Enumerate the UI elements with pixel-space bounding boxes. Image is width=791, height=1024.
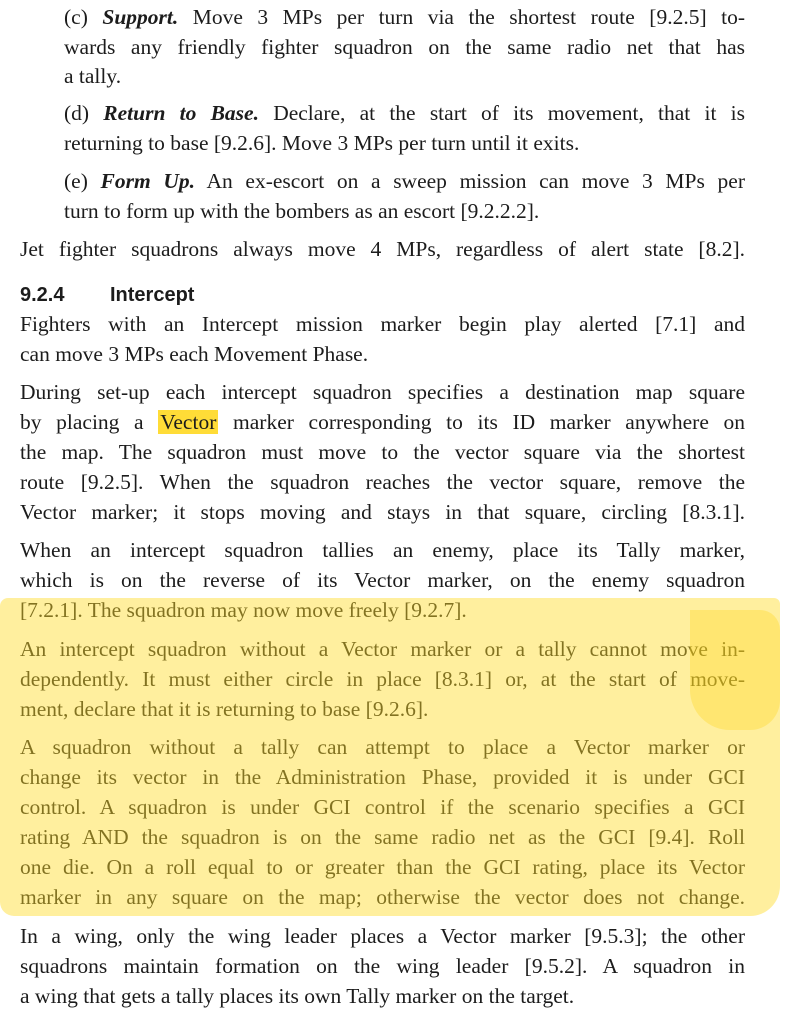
p5-line-1: A squadron without a tally can attempt to place a Vector marker or	[20, 735, 745, 759]
p3-line-1: When an intercept squadron tallies an enemy, place its Tally marker,	[20, 538, 745, 562]
p2-line-5: Vector marker; it stops moving and stays in that square, circling [8.3.1].	[20, 500, 745, 524]
section-number: 9.2.4	[20, 284, 65, 306]
highlighted-word-vector: Vector	[160, 410, 217, 434]
p4-line-2: dependently. It must either circle in place [8.3.1] or, at the start of move-	[20, 667, 745, 691]
p5-line-3: control. A squadron is under GCI control if the scenario specifies a GCI	[20, 795, 745, 819]
p5-line-5: one die. On a roll equal to or greater than the GCI rating, place its Vector	[20, 855, 745, 879]
p4-line-1: An intercept squadron without a Vector marker or a tally cannot move in-	[20, 637, 745, 661]
p1-line-1: Fighters with an Intercept mission marker begin play alerted [7.1] and	[20, 312, 745, 336]
p2-line-2: by placing a Vector marker corresponding to its ID marker anywhere on	[20, 410, 746, 434]
subitem-d-line-2: returning to base [9.2.6]. Move 3 MPs per turn until it exits.	[64, 131, 580, 155]
p6-line-3: a wing that gets a tally places its own Tally marker on the target.	[20, 984, 575, 1008]
p1-line-2: can move 3 MPs each Movement Phase.	[20, 342, 369, 366]
p5-line-2: change its vector in the Administration Phase, provided it is under GCI	[20, 765, 745, 789]
p6-line-2: squadrons maintain formation on the wing leader [9.5.2]. A squadron in	[20, 954, 745, 978]
subitem-e-line-1: (e) Form Up. An ex-escort on a sweep mission can move 3 MPs per	[64, 169, 745, 193]
p3-line-3: [7.2.1]. The squadron may now move freely [9.2.7].	[20, 598, 467, 622]
jet-fighter-rule: Jet fighter squadrons always move 4 MPs, regardless of alert state [8.2].	[20, 237, 745, 261]
p4-line-3: ment, declare that it is returning to base [9.2.6].	[20, 697, 429, 721]
p3-line-2: which is on the reverse of its Vector marker, on the enemy squadron	[20, 568, 745, 592]
subitem-d-line-1: (d) Return to Base. Declare, at the start of its movement, that it is	[64, 101, 745, 125]
section-title: Intercept	[110, 284, 195, 306]
p2-line-1: During set-up each intercept squadron specifies a destination map square	[20, 380, 745, 404]
section-heading	[20, 280, 194, 310]
subitem-c-line-3: a tally.	[64, 64, 122, 88]
subitem-c-line-1: (c) Support. Move 3 MPs per turn via the shortest route [9.2.5] to-	[64, 5, 745, 29]
p6-line-1: In a wing, only the wing leader places a Vector marker [9.5.3]; the other	[20, 924, 745, 948]
subitem-c-line-2: wards any friendly fighter squadron on the same radio net that has	[64, 35, 745, 59]
subitem-e-line-2: turn to form up with the bombers as an escort [9.2.2.2].	[64, 199, 540, 223]
p2-line-4: route [9.2.5]. When the squadron reaches the vector square, remove the	[20, 470, 745, 494]
p5-line-4: rating AND the squadron is on the same radio net as the GCI [9.4]. Roll	[20, 825, 745, 849]
p2-line-3: the map. The squadron must move to the vector square via the shortest	[20, 440, 745, 464]
p5-line-6: marker in any square on the map; otherwise the vector does not change.	[20, 885, 745, 909]
